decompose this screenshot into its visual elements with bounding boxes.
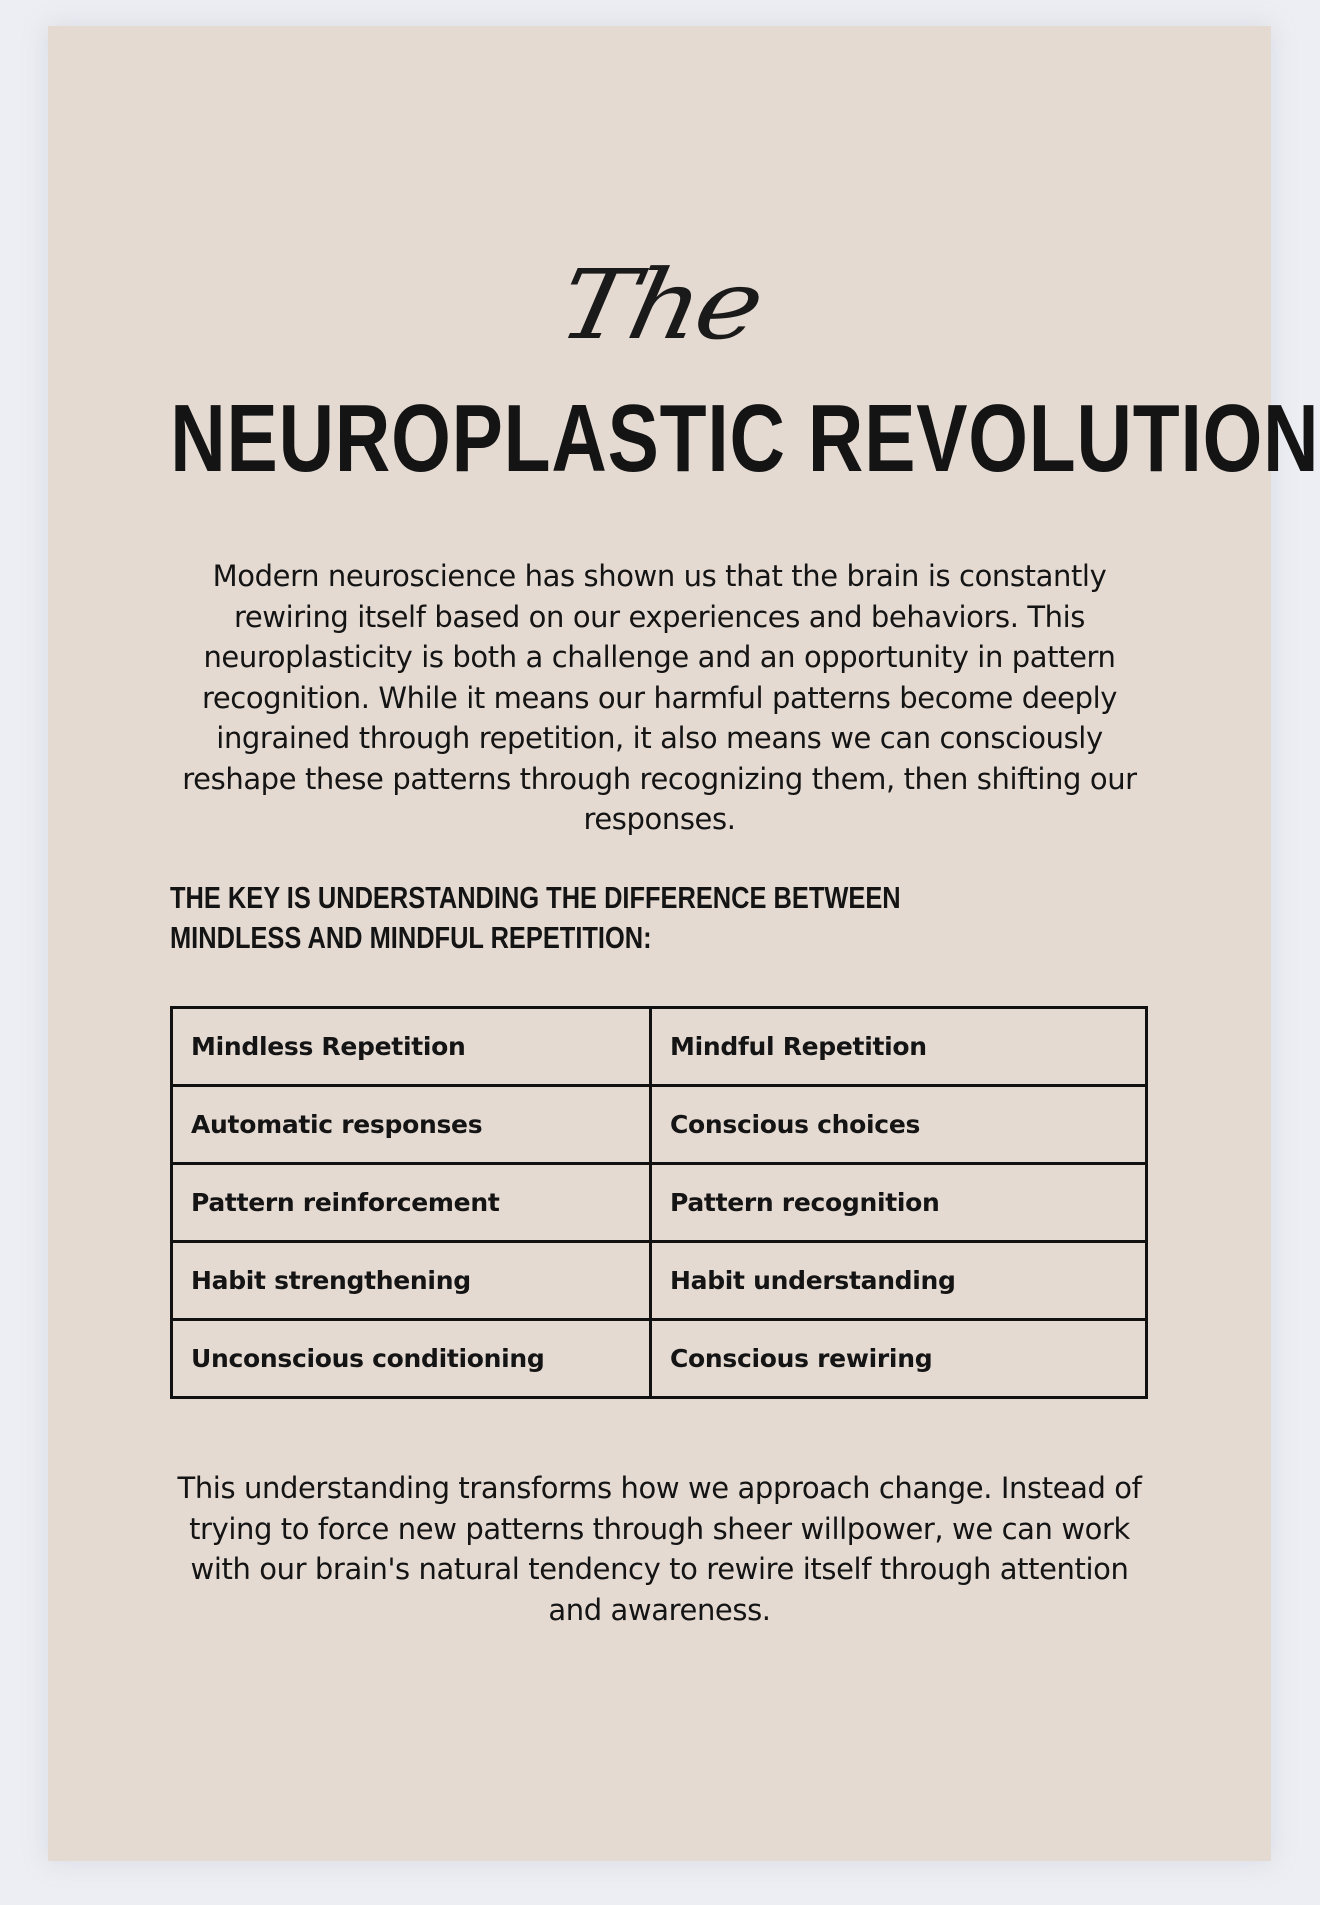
- page-title: NEUROPLASTIC REVOLUTION: [170, 385, 1320, 492]
- table-cell-mindless: Habit strengthening: [172, 1242, 651, 1320]
- table-cell-mindful: Pattern recognition: [651, 1164, 1147, 1242]
- document-page: [48, 26, 1320, 1861]
- table-cell-mindful: Habit understanding: [651, 1242, 1147, 1320]
- comparison-table: [170, 1006, 1148, 1399]
- closing-paragraph: This understanding transforms how we approach change. Instead of trying to force new patterns through sheer willpower, we can work with our brain's natural tendency to rewire itself through attention and awareness.: [177, 1471, 1142, 1627]
- table-row: [172, 1320, 1147, 1398]
- table-row: [172, 1242, 1147, 1320]
- title-script-the: The: [549, 249, 769, 361]
- intro-paragraph: Modern neuroscience has shown us that the brain is constantly rewiring itself based on our experiences and behaviors. This neuroplasticity is both a challenge and an opportunity in pattern recognition. While it means our harmful patterns become deeply ingrained through repetition, it also means we can consciously reshape these patterns through recognizing them, then shifting our responses.: [182, 559, 1137, 836]
- table-row: [172, 1008, 1147, 1086]
- table-cell-mindless: Mindless Repetition: [172, 1008, 651, 1086]
- table-cell-mindful: Mindful Repetition: [651, 1008, 1147, 1086]
- table-cell-mindful: Conscious rewiring: [651, 1320, 1147, 1398]
- table-row: [172, 1164, 1147, 1242]
- table-row: [172, 1086, 1147, 1164]
- table-cell-mindless: Unconscious conditioning: [172, 1320, 651, 1398]
- table-cell-mindless: Automatic responses: [172, 1086, 651, 1164]
- key-heading: THE KEY IS UNDERSTANDING THE DIFFERENCE BETWEEN MINDLESS AND MINDFUL REPETITION:: [170, 880, 901, 955]
- table-cell-mindless: Pattern reinforcement: [172, 1164, 651, 1242]
- table-cell-mindful: Conscious choices: [651, 1086, 1147, 1164]
